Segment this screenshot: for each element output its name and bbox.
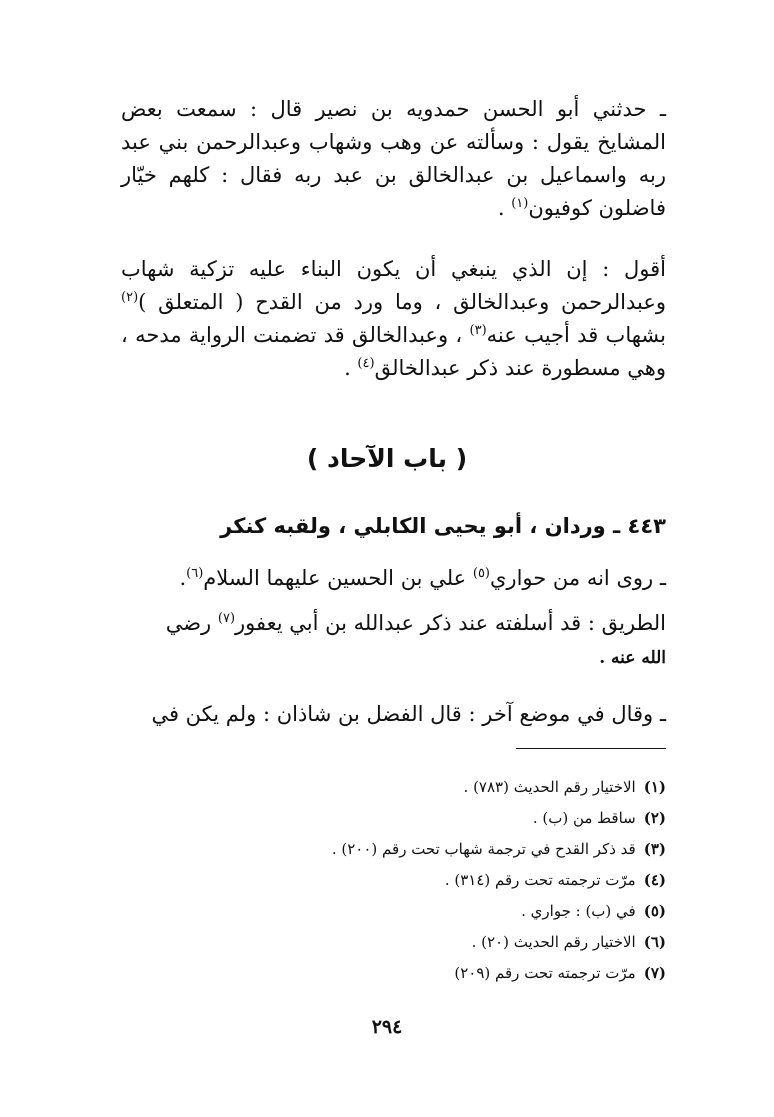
entry-title: ٤٤٣ ـ وردان ، أبو يحيى الكابلي ، ولقبه كنكر <box>220 514 666 538</box>
text-segment: ، وعبدالخالق قد تضمنت الرواية مدحه ، وهي مسطورة عند ذكر عبدالخالق <box>121 323 666 380</box>
footnote-text: الاختيار رقم الحديث (٧٨٣) . <box>463 778 636 796</box>
footnote-ref-7[interactable]: (٧) <box>217 611 236 626</box>
footnote-number: (٢) <box>643 809 666 827</box>
text-segment: الطريق : قد أسلفته عند ذكر عبدالله بن أبي يعفور <box>235 611 666 635</box>
footnote-item <box>121 896 666 927</box>
paragraph-author-comment <box>121 253 666 385</box>
footnote-text: في (ب) : جواري . <box>521 902 636 920</box>
footnote-ref-4[interactable]: (٤) <box>357 356 375 371</box>
paragraph-narration <box>121 562 666 595</box>
footnote-item <box>121 772 666 803</box>
text-line: . <box>497 196 512 220</box>
blessing-phrase: الله عنه . <box>599 648 666 668</box>
text-segment: . <box>344 356 358 380</box>
footnote-number: (٣) <box>643 840 666 858</box>
footnote-ref-1[interactable]: (١) <box>511 196 529 211</box>
text-segment: . <box>179 566 187 590</box>
footnote-number: (١) <box>643 778 666 796</box>
text-segment: ـ روى انه من حواري <box>490 566 666 590</box>
footnote-item <box>121 865 666 896</box>
footnote-item <box>121 803 666 834</box>
footnote-ref-6[interactable]: (٦) <box>186 566 204 581</box>
text-segment: علي بن الحسين عليهما السلام <box>203 566 473 590</box>
text-segment: بشهاب قد أجيب عنه <box>486 323 666 347</box>
paragraph-path <box>121 607 666 675</box>
footnote-ref-5[interactable]: (٥) <box>472 566 490 581</box>
footnote-text: مرّت ترجمته تحت رقم (٣١٤) . <box>444 871 636 889</box>
text-segment: أقول : إن الذي ينبغي أن يكون البناء عليه تزكية شهاب وعبدالرحمن وعبدالخالق ، وما ورد من القدح ( المتعلق ) <box>121 257 666 314</box>
footnote-item <box>121 958 666 989</box>
footnote-text: الاختيار رقم الحديث (٢٠) . <box>471 933 636 951</box>
paragraph-hamdawayh-narration <box>121 93 666 225</box>
footnote-number: (٦) <box>643 933 666 951</box>
text-line: ربه واسماعيل بن عبدالخالق بن عبد ربه فقال : كلهم خيّار <box>121 163 666 187</box>
text-line: فاضلون كوفيون <box>528 196 666 220</box>
paragraph-continuation: ـ وقال في موضع آخر : قال الفضل بن شاذان : ولم يكن في <box>151 702 666 726</box>
footnote-number: (٥) <box>643 902 666 920</box>
section-heading: ( باب الآحاد ) <box>306 444 468 473</box>
footnote-item <box>121 927 666 958</box>
footnote-text: ساقط من (ب) . <box>532 809 636 827</box>
footnote-text: قد ذكر القدح في ترجمة شهاب تحت رقم (٢٠٠) . <box>331 840 636 858</box>
footnote-ref-3[interactable]: (٣) <box>469 323 487 338</box>
text-line: ـ حدثني أبو الحسن حمدويه بن نصير قال : سمعت بعض <box>121 97 666 121</box>
page-number: ٢٩٤ <box>371 1016 403 1038</box>
footnote-ref-2[interactable]: (٢) <box>121 290 139 305</box>
footnote-item <box>121 834 666 865</box>
footnotes-list <box>121 772 666 989</box>
text-segment: رضي <box>165 611 218 635</box>
footnote-text: مرّت ترجمته تحت رقم (٢٠٩) <box>454 964 636 982</box>
footnote-divider <box>516 748 666 749</box>
footnote-number: (٤) <box>643 871 666 889</box>
text-line: المشايخ يقول : وسألته عن وهب وشهاب وعبدالرحمن بني عبد <box>121 130 666 154</box>
footnote-number: (٧) <box>643 964 666 982</box>
